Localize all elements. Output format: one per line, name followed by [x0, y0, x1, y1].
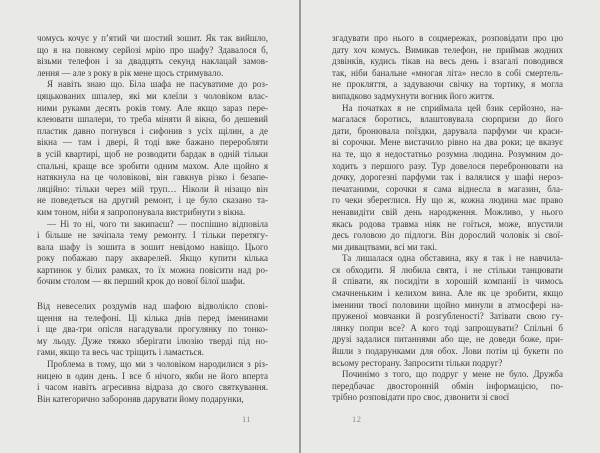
text-line: ким тоном, ніби я запропонувала вистрибнути з вікна. — [37, 206, 246, 217]
text-line: му льоду. Дуже тяжко зберігати ілюзію тверді під но- — [37, 335, 268, 346]
text-line: згадувати про нього в соцмережах, розповідати про цю — [332, 33, 563, 43]
text-line: іменини твоєї половини щойно минули в атмосфері на- — [332, 299, 563, 310]
text-line: бочим столом — як перший крок до нової білої шафи. — [37, 276, 245, 287]
text-line: ходить з першого разу. Тур довелося перебронювати на — [332, 160, 563, 171]
text-line: візьми телефон і за двадцять секунд наклацай замов- — [37, 56, 268, 67]
text-line: в усій квартирі, щоб не розводити бардак в одній тільки — [37, 148, 268, 159]
text-line: на те, що я недостатньо розумна людина. Розумним до- — [332, 148, 563, 159]
text-line: чомусь кочує у п’ятий чи шостий зошит. Як так вийшло, — [37, 33, 268, 43]
text-line: На початках я не сприймала цей бзик серйозно, на- — [342, 102, 563, 113]
text-line: ся обходити. Я любила свята, і не стільки танцювати — [332, 264, 563, 275]
text-line: магалася боротись, влаштовувала сюрпризи до його — [332, 114, 563, 125]
text-line: дату хоч комусь. Вимикав телефон, не приймав жодних — [332, 44, 563, 55]
text-line: спальні, краще все зробити одним махом. Але щойно я — [37, 160, 268, 171]
text-line: не прокляття, а задуваючи свічку на тортику, я могла — [332, 79, 563, 90]
text-line: гами, якщо та весь час тріщить і ламається. — [37, 347, 204, 358]
text-line: печатаними, сорочки я сама віднесла в магазин, бла- — [332, 183, 563, 194]
text-line: пруженої мовчанки й розгубленості? Затівати свою гу- — [332, 311, 563, 322]
text-line: не поведеться на другий ремонт, і це було сказано та- — [37, 195, 268, 206]
page-left[interactable] — [0, 0, 299, 453]
page-right-text — [332, 33, 563, 404]
text-line: друзі задалися питаннями або ще, не доведи боже, при- — [332, 334, 563, 345]
text-line: всьому ресторану. Запросити тільки подруг? — [332, 357, 503, 368]
text-line: трібно розповідати про своє, дзвонити зі своєї — [332, 392, 510, 403]
text-line: десь головою до підлоги. Він дорослий чоловік зі свої- — [332, 230, 563, 241]
text-line: лянку попри все? А кого тоді запрошувати? Спільні б — [332, 322, 563, 333]
text-line: Проблема в тому, що ми з чоловіком народилися з різ- — [47, 359, 268, 370]
text-line: пластик давно погнувся і сифонив з усіх щілин, а де — [37, 125, 268, 136]
text-line: передбачає двосторонній обмін інформацією, по- — [332, 380, 563, 391]
text-line: Та лишалася одна обставина, яку я так і не навчила- — [342, 253, 563, 264]
text-line: го чеки збереглися. Ну що ж, кожна людина має право — [332, 195, 563, 206]
text-line: картинок у білих рамках, то їх можна повісити над ро- — [37, 264, 268, 275]
text-line: ми дивацтвами, всі ми такі. — [332, 241, 438, 252]
text-line: клеювати шпалери, то треба міняти й вікна, бо дешевий — [37, 114, 268, 125]
page-number-right: 12 — [352, 414, 362, 424]
text-line: лення — але з року в рік мене щось стримувало. — [37, 67, 224, 78]
text-line: йшли з подарунками для обох. Лови потім ці букети по — [332, 346, 563, 357]
text-line: ві сорочки. Мене вистачило рівно на два роки; це вказує — [332, 137, 563, 148]
text-line: Починімо з того, що подруг у мене не було. Дружба — [342, 369, 563, 380]
text-line: дати, бронювала поїздки, дарувала парфуми чи краси- — [332, 125, 563, 136]
text-line: і ще два-три опісля нагадували прогулянку по тонко- — [37, 324, 268, 335]
text-line: і більше не зачіпала тему ремонту. І тільки перетягу- — [37, 230, 268, 241]
text-line: ляційно: тільки через мій труп… Ніколи й нізащо він — [37, 183, 268, 194]
text-line: дочку, дорогезні парфуми так і валялися у шафі нероз- — [332, 172, 563, 183]
text-line: дзвінків, кудись тікав на весь день і взагалі поводився — [332, 56, 563, 67]
page-number-left: 11 — [242, 414, 252, 424]
text-line: що я на повному серйозі мрію про шафу? Здавалося б, — [37, 44, 268, 55]
text-line: Він категорично забороняв дарувати йому подарунки, — [37, 393, 244, 404]
text-line: — Ні то ні, чого ти закипаєш? — поспішно відповіла — [47, 218, 268, 229]
text-line: і часом навіть агресивна відраза до свого святкування. — [37, 382, 268, 393]
text-line: ненавидіти свій день народження. Можливо, у нього — [332, 206, 563, 217]
text-line: вала шафу із зошита в зошит невідомо навіщо. Цього — [37, 241, 268, 252]
text-line: ницею в один день. І все б нічого, якби не його вперта — [37, 370, 268, 381]
text-line: Від невеселих роздумів над шафою відволікло спові- — [37, 301, 268, 312]
text-line: цяцькованих шпалер, які ми клеїли з чоловіком влас- — [37, 90, 268, 101]
text-line: вікна — там і двері, й тоді вже бажано переробляти — [37, 137, 268, 148]
page-left-text — [37, 33, 268, 405]
text-line: якась родова травма ніяк не гоїться, може, впустили — [332, 218, 563, 229]
text-line: Я навіть знаю що. Біла шафа не пасуватиме до роз- — [47, 79, 268, 90]
text-line: смачненьким і келихом вина. Але як це зробити, якщо — [332, 288, 563, 299]
text-line: так, ніби банальне «многая літа» несло в собі смертель- — [332, 67, 563, 78]
page-right[interactable] — [301, 0, 600, 453]
text-line: й співати, як посидіти в хорошій компанії із чимось — [332, 276, 563, 287]
text-line: року побажаю пару акварелей. Якщо купити кілька — [37, 253, 268, 264]
text-line: ними руками десять років тому. Але якщо зараз пере- — [37, 102, 268, 113]
text-line: щення на телефоні. Ці кілька днів перед іменинами — [37, 312, 268, 323]
text-line: випадково задмухнути вогник його життя. — [332, 90, 495, 101]
text-line: натякнула на це чоловікові, він гавкнув різко і безапе- — [37, 172, 268, 183]
